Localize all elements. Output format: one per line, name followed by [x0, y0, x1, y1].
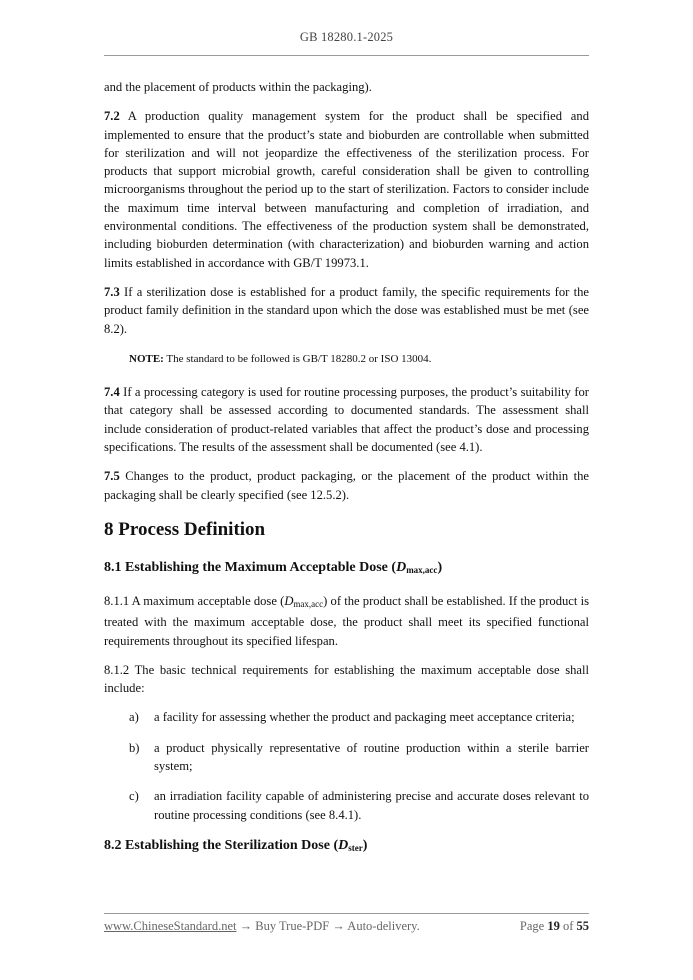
clause-text: Changes to the product, product packaging, or the placement of the product within the packaging shall be clearly specified (see 12.5.2). [104, 469, 590, 502]
list-item [104, 739, 589, 776]
page-body [104, 78, 589, 870]
section-8-heading: 8 Process Definition [104, 518, 266, 540]
clause-number: 7.5 [104, 469, 120, 484]
page-indicator: Page 19 of 55 [519, 919, 589, 933]
list-item-text: a facility for assessing whether the product and packaging meet acceptance criteria; [154, 710, 575, 725]
clause-8-1-1: 8.1.1 A maximum acceptable dose $(D_{max,acc})$ of the product shall be established. If the product is treated with the maximum acceptable dose, the product shall meet its specified functional requirements throughout its specified lifespan. [104, 593, 589, 648]
note-text: The standard to be followed is GB/T 18280.2 or ISO 13004. [166, 352, 432, 365]
footer-promo [104, 919, 420, 934]
clause-7-3 [104, 283, 589, 338]
list-item-text: a product physically representative of routine production within a sterile barrier system; [154, 740, 589, 774]
page-total: 55 [576, 919, 589, 933]
note [104, 350, 589, 368]
list-item [104, 787, 589, 824]
clause-text: A production quality management system for the product shall be specified and implemented to ensure that the product’s state and bioburden are controllable when submitted for sterilization and will not jeopardize the effectiveness of the sterilization process. For products that support microbial growth, careful consideration shall be given to controlling microorganisms throughout the period up to the start of sterilization. Factors to consider include the maximum time interval between manufacturing and completion of irradiation, and environmental conditions. The effectiveness of the production system shall be demonstrated, including bioburden determination (with characterization) and bioburden warning and action limits established in accordance with GB/T 19973.1. [104, 109, 589, 270]
list-item-label: b) [129, 740, 140, 755]
clause-number: 7.3 [104, 284, 120, 299]
footer-tagline: → Buy True-PDF → Auto-delivery. [236, 919, 420, 933]
subsection-8-1-heading: 8.1 Establishing the Maximum Acceptable Dose $(D_{max,acc})$ [104, 559, 443, 575]
list-item-label: c) [129, 789, 139, 804]
clause-text: If a processing category is used for routine processing purposes, the product’s suitability for that category shall be assessed according to documented standards. The assessment shall include consideration of product-related variables that affect the product’s dose and processing specifications. The results of the assessment shall be documented (see 4.1). [104, 385, 589, 455]
subsection-8-2-heading: 8.2 Establishing the Sterilization Dose $(D_{ster})$ [104, 837, 368, 853]
list-item-text: an irradiation facility capable of administering precise and accurate doses relevant to routine processing conditions (see 8.4.1). [154, 789, 589, 822]
clause-number: 7.2 [104, 109, 120, 124]
clause-7-4 [104, 383, 589, 456]
site-link[interactable]: www.ChineseStandard.net [104, 919, 237, 933]
clause-7-2 [104, 107, 589, 272]
document-id: GB 18280.1-2025 [299, 30, 394, 44]
footer-divider [104, 913, 589, 914]
note-label: NOTE: [129, 352, 164, 365]
page-number: 19 [547, 919, 560, 933]
header-divider [104, 55, 589, 56]
continued-paragraph: and the placement of products within the packaging). [104, 80, 372, 94]
document-footer [104, 919, 589, 934]
document-header [0, 30, 693, 45]
clause-text: If a sterilization dose is established for a product family, the specific requirements for the product family definition in the standard upon which the dose was established must be met (see 8.2). [104, 284, 589, 336]
clause-7-5 [104, 467, 589, 504]
list-item [104, 708, 589, 726]
clause-8-1-2: 8.1.2 The basic technical requirements for establishing the maximum acceptable dose shall include: [104, 662, 589, 696]
clause-number: 7.4 [104, 385, 120, 400]
list-item-label: a) [129, 710, 139, 725]
